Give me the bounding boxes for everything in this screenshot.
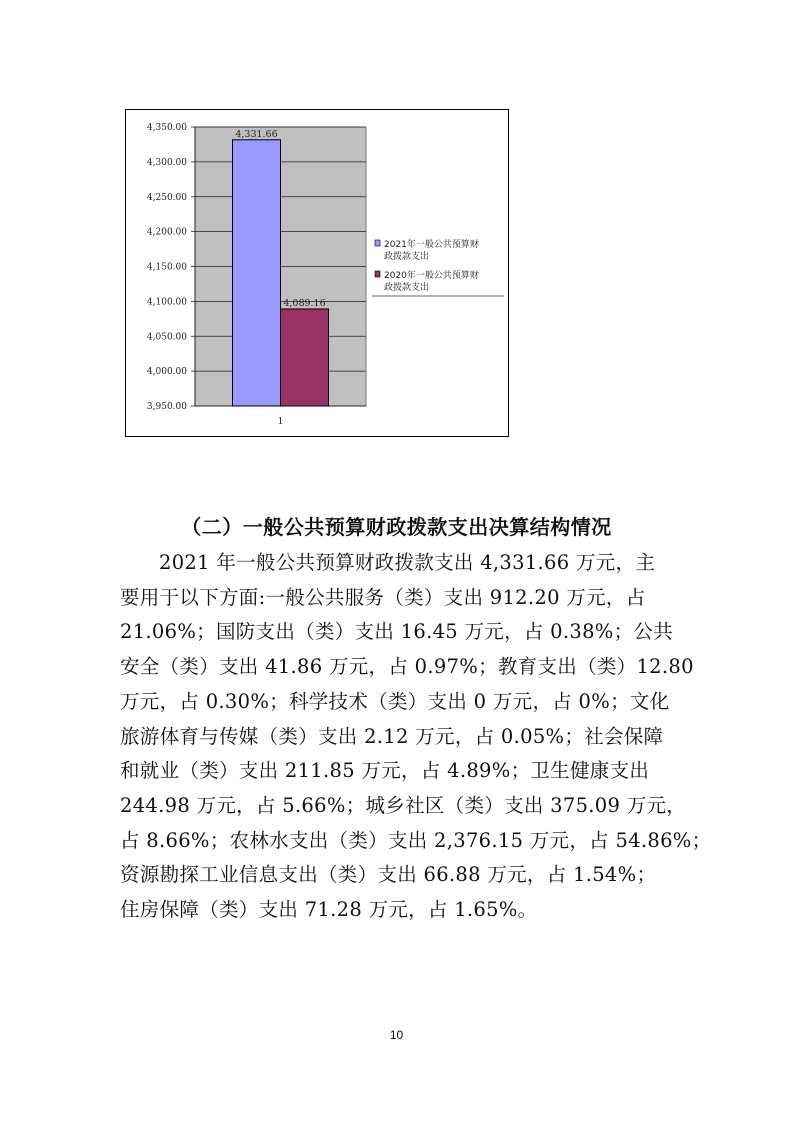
body-line: 住房保障（类）支出 71.28 万元，占 1.65%。 <box>120 898 538 922</box>
bar-chart <box>125 109 509 437</box>
body-line: 旅游体育与传媒（类）支出 2.12 万元，占 0.05%；社会保障 <box>120 724 664 748</box>
body-line: 占 8.66%；农林水支出（类）支出 2,376.15 万元，占 54.86%； <box>120 828 712 852</box>
legend-label: 政拨款支出 <box>384 283 430 293</box>
y-tick-label: 4,000.00 <box>146 367 187 378</box>
body-line: 和就业（类）支出 211.85 万元，占 4.89%；卫生健康支出 <box>120 759 650 783</box>
section-heading: （二）一般公共预算财政拨款支出决算结构情况 <box>181 515 612 539</box>
body-line: 安全（类）支出 41.86 万元，占 0.97%；教育支出（类）12.80 <box>120 655 694 679</box>
y-tick-label: 4,300.00 <box>146 157 187 168</box>
y-tick-label: 4,150.00 <box>146 262 187 273</box>
bar-data-label: 4,089.16 <box>283 297 326 309</box>
bar <box>281 309 329 406</box>
x-tick-label: 1 <box>277 417 284 427</box>
legend-label: 2021年一般公共预算财 <box>384 240 479 250</box>
y-tick-label: 4,350.00 <box>146 123 187 133</box>
body-line: 资源勘探工业信息支出（类）支出 66.88 万元，占 1.54%； <box>120 863 657 887</box>
body-line: 244.98 万元，占 5.66%；城乡社区（类）支出 375.09 万元， <box>120 793 687 817</box>
bar <box>233 140 281 406</box>
y-tick-label: 4,050.00 <box>146 332 187 343</box>
y-tick-label: 4,100.00 <box>146 297 187 308</box>
legend-label: 政拨款支出 <box>384 252 430 262</box>
legend-label: 2020年一般公共预算财 <box>384 271 479 281</box>
body-line: 21.06%；国防支出（类）支出 16.45 万元，占 0.38%；公共 <box>120 620 674 644</box>
legend-swatch <box>375 240 380 246</box>
body-line: 2021 年一般公共预算财政拨款支出 4,331.66 万元，主 <box>159 551 656 574</box>
bar-data-label: 4,331.66 <box>235 128 278 140</box>
chart-svg <box>126 110 510 438</box>
legend-swatch <box>375 271 380 277</box>
body-line: 万元，占 0.30%；科学技术（类）支出 0 万元，占 0%；文化 <box>120 689 670 713</box>
y-tick-label: 4,200.00 <box>146 227 187 238</box>
y-tick-label: 3,950.00 <box>146 402 187 412</box>
body-line: 要用于以下方面:一般公共服务（类）支出 912.20 万元，占 <box>120 585 646 609</box>
body-paragraph <box>120 546 712 928</box>
y-tick-label: 4,250.00 <box>146 192 187 203</box>
page-number: 10 <box>389 1028 404 1042</box>
